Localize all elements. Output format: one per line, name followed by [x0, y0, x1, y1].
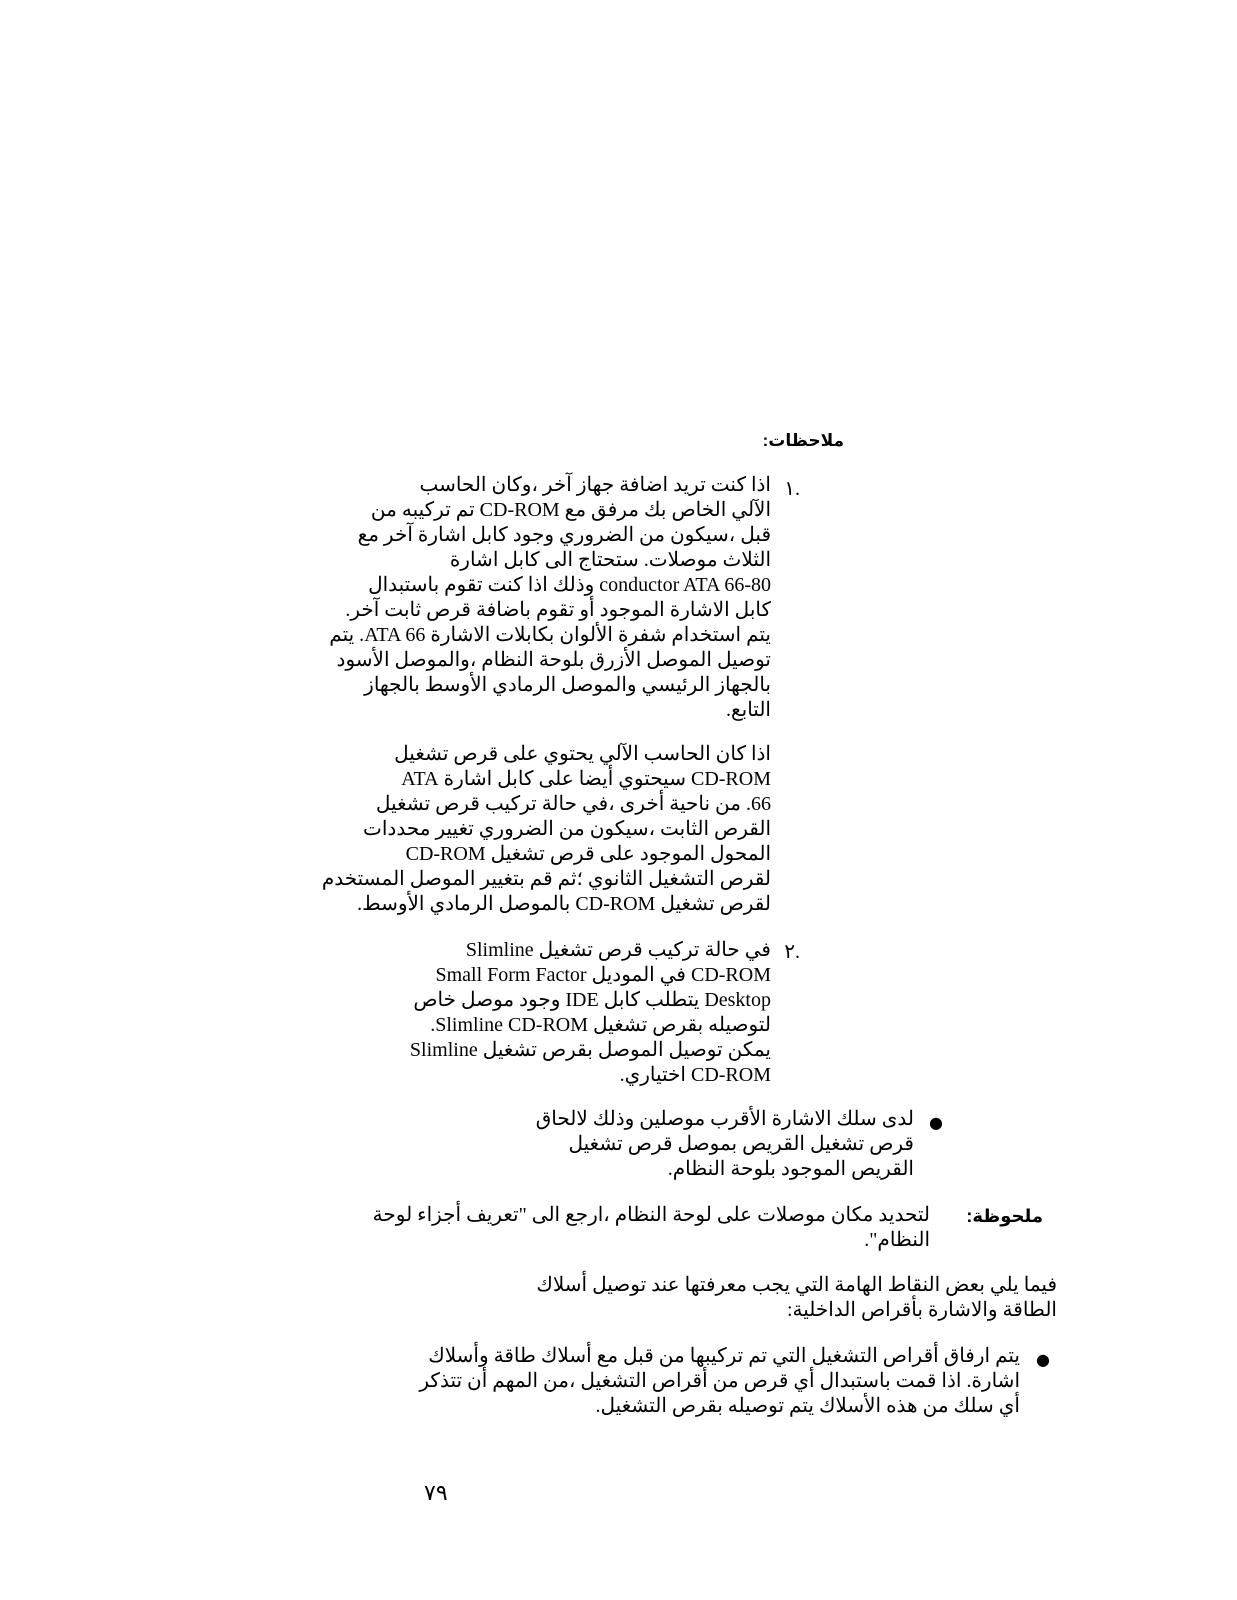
- item-1-paragraph-2: [322, 742, 771, 917]
- page-number: ٧٩: [424, 1480, 448, 1505]
- text-line: لتحديد مكان موصلات على لوحة النظام ،ارجع الى "تعريف أجزاء لوحة: [372, 1204, 930, 1226]
- text-line: توصيل الموصل الأزرق بلوحة النظام ،والموصل الأسود: [336, 649, 771, 671]
- item-1-number: .١: [784, 478, 800, 500]
- text-line: 80-conductor ATA 66 وذلك اذا كنت تقوم باستبدال: [368, 574, 771, 596]
- note-label: ملحوظة:: [966, 1206, 1043, 1226]
- text-line: لتوصيله بقرص تشغيل Slimline CD-ROM.: [430, 1014, 771, 1036]
- note-text: [373, 1203, 930, 1253]
- text-line: المحول الموجود على قرص تشغيل CD-ROM: [405, 843, 771, 865]
- text-line: CD-ROM اختياري.: [619, 1064, 771, 1086]
- text-line: اذا كان الحاسب الآلي يحتوي على قرص تشغيل: [394, 743, 771, 765]
- text-line: Desktop يتطلب كابل IDE وجود موصل خاص: [413, 989, 771, 1011]
- text-line: بالجهاز الرئيسي والموصل الرمادي الأوسط بالجهاز: [364, 674, 771, 696]
- bullet-2-text: [419, 1344, 1020, 1419]
- text-line: قبل ،سيكون من الضروري وجود كابل اشارة آخر مع: [357, 524, 771, 546]
- item-2-paragraph: [410, 938, 771, 1088]
- text-line: CD-ROM سيحتوي أيضا على كابل اشارة ATA: [401, 768, 771, 790]
- intro-paragraph: [536, 1273, 1057, 1323]
- text-line: لدى سلك الاشارة الأقرب موصلين وذلك لالحاق: [535, 1108, 914, 1130]
- text-line: الطاقة والاشارة بأقراص الداخلية:: [786, 1299, 1057, 1321]
- text-line: اشارة. اذا قمت باستبدال أي قرص من أقراص التشغيل ،من المهم أن تتذكر: [419, 1370, 1020, 1392]
- text-line: في حالة تركيب قرص تشغيل Slimline: [465, 939, 771, 961]
- bullet-1-text: [536, 1107, 914, 1182]
- text-line: لقرص التشغيل الثانوي ؛ثم قم بتغيير الموصل المستخدم: [321, 868, 771, 890]
- text-line: يتم ارفاق أقراص التشغيل التي تم تركيبها من قبل مع أسلاك طاقة وأسلاك: [428, 1345, 1020, 1367]
- text-line: كابل الاشارة الموجود أو تقوم باضافة قرص ثابت آخر.: [345, 599, 771, 621]
- bullet-icon: ●: [1036, 1350, 1050, 1369]
- item-2-number: .٢: [784, 941, 800, 963]
- text-line: قرص تشغيل القريص بموصل قرص تشغيل: [568, 1133, 914, 1155]
- text-line: 66. من ناحية أخرى ،في حالة تركيب قرص تشغيل: [375, 793, 771, 815]
- text-line: فيما يلي بعض النقاط الهامة التي يجب معرفتها عند توصيل أسلاك: [536, 1274, 1057, 1296]
- text-line: الآلي الخاص بك مرفق مع CD-ROM تم تركيبه من: [370, 499, 771, 521]
- text-line: القريص الموجود بلوحة النظام.: [667, 1158, 914, 1180]
- text-line: أي سلك من هذه الأسلاك يتم توصيله بقرص التشغيل.: [595, 1395, 1020, 1417]
- text-line: CD-ROM في الموديل Small Form Factor: [435, 964, 771, 986]
- item-1-paragraph-1: [329, 473, 771, 723]
- text-line: الثلاث موصلات. ستحتاج الى كابل اشارة: [449, 549, 771, 571]
- text-line: لقرص تشغيل CD-ROM بالموصل الرمادي الأوسط.: [357, 893, 771, 915]
- text-line: التابع.: [726, 699, 771, 721]
- notes-heading: ملاحظات:: [762, 431, 844, 450]
- text-line: القرص الثابت ،سيكون من الضروري تغيير محددات: [363, 818, 771, 840]
- text-line: اذا كنت تريد اضافة جهاز آخر ،وكان الحاسب: [419, 474, 771, 496]
- text-line: النظام".: [864, 1229, 930, 1251]
- text-line: يتم استخدام شفرة الألوان بكابلات الاشارة ATA 66. يتم: [329, 624, 771, 646]
- text-line: يمكن توصيل الموصل بقرص تشغيل Slimline: [409, 1039, 771, 1061]
- bullet-icon: ●: [929, 1113, 943, 1132]
